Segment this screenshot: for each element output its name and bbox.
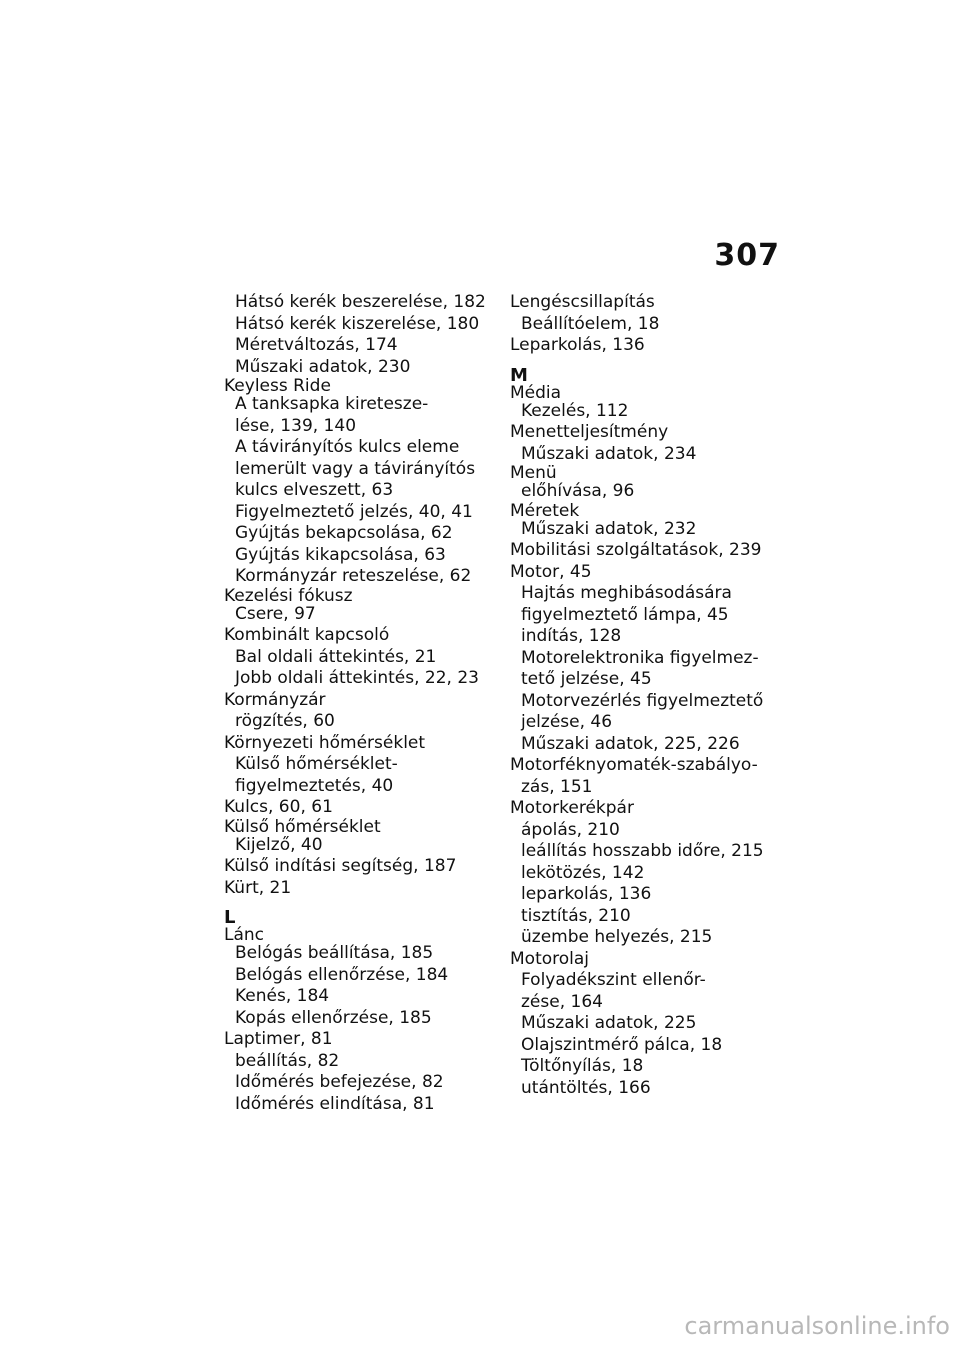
index-subentry: rögzítés, 60 xyxy=(235,711,335,731)
index-subentry: előhívása, 96 xyxy=(521,481,635,501)
index-subentry: leállítás hosszabb időre, 215 xyxy=(521,841,764,861)
index-subentry: tető jelzése, 45 xyxy=(521,669,652,689)
index-subentry: figyelmeztető lámpa, 45 xyxy=(521,604,729,625)
index-subentry: A tanksapka kiretesze- xyxy=(235,394,429,414)
index-subentry: Kormányzár reteszelése, 62 xyxy=(235,566,472,586)
index-subentry: Gyújtás kikapcsolása, 63 xyxy=(235,544,446,565)
index-subentry: Külső hőmérséklet- xyxy=(235,754,398,774)
index-column-left xyxy=(224,292,509,1115)
index-subentry: Kenés, 184 xyxy=(235,986,330,1006)
index-subentry: Műszaki adatok, 225 xyxy=(521,1013,697,1033)
index-subentry: lése, 139, 140 xyxy=(235,415,357,436)
index-subentry: indítás, 128 xyxy=(521,626,622,646)
index-entry: Keyless Ride xyxy=(224,376,331,396)
index-subentry: Műszaki adatok, 225, 226 xyxy=(521,733,740,754)
index-entry: Külső indítási segítség, 187 xyxy=(224,856,457,876)
index-subentry: Bal oldali áttekintés, 21 xyxy=(235,646,437,667)
index-entry: Kulcs, 60, 61 xyxy=(224,797,333,817)
index-subentry: Kezelés, 112 xyxy=(521,400,629,421)
index-subentry: utántöltés, 166 xyxy=(521,1077,651,1098)
index-entry: Kürt, 21 xyxy=(224,877,292,898)
index-entry: Leparkolás, 136 xyxy=(510,335,645,355)
index-subentry: Motorelektronika figyelmez- xyxy=(521,647,759,668)
index-subentry: Hátsó kerék beszerelése, 182 xyxy=(235,292,486,312)
index-subentry: lekötözés, 142 xyxy=(521,862,645,883)
index-subentry: Beállítóelem, 18 xyxy=(521,313,660,334)
index-subentry: üzembe helyezés, 215 xyxy=(521,927,713,947)
index-subentry: Belógás beállítása, 185 xyxy=(235,943,434,963)
index-subentry: kulcs elveszett, 63 xyxy=(235,480,394,500)
index-subentry: Műszaki adatok, 230 xyxy=(235,356,411,377)
index-entry: Menü xyxy=(510,463,557,483)
index-entry: Motor, 45 xyxy=(510,561,592,582)
index-entry: Kombinált kapcsoló xyxy=(224,625,390,645)
page-number: 307 xyxy=(714,238,780,273)
index-subentry: Időmérés befejezése, 82 xyxy=(235,1072,444,1092)
index-subentry: Olajszintmérő pálca, 18 xyxy=(521,1034,723,1055)
index-subentry: Figyelmeztető jelzés, 40, 41 xyxy=(235,501,473,522)
watermark-text: carmanualsonline.info xyxy=(684,1312,950,1340)
index-subentry: jelzése, 46 xyxy=(521,712,613,732)
index-subentry: figyelmeztetés, 40 xyxy=(235,775,394,796)
index-section-letter: L xyxy=(224,907,236,928)
index-subentry: beállítás, 82 xyxy=(235,1050,340,1071)
index-subentry: Műszaki adatok, 234 xyxy=(521,443,697,464)
index-entry: Motorkerékpár xyxy=(510,798,634,818)
index-subentry: Gyújtás bekapcsolása, 62 xyxy=(235,523,453,543)
index-subentry: Műszaki adatok, 232 xyxy=(521,518,697,539)
index-subentry: zás, 151 xyxy=(521,776,593,797)
index-entry: Lánc xyxy=(224,925,265,945)
index-subentry: zése, 164 xyxy=(521,991,603,1012)
index-entry: Laptimer, 81 xyxy=(224,1029,333,1049)
index-subentry: Belógás ellenőrzése, 184 xyxy=(235,964,449,985)
index-column-right xyxy=(510,292,780,1099)
index-subentry: lemerült vagy a távirányítós xyxy=(235,458,476,479)
index-subentry: ápolás, 210 xyxy=(521,819,620,840)
index-subentry: Kopás ellenőrzése, 185 xyxy=(235,1007,432,1028)
index-entry: Mobilitási szolgáltatások, 239 xyxy=(510,540,762,560)
index-subentry: Folyadékszint ellenőr- xyxy=(521,970,706,990)
index-subentry: Töltőnyílás, 18 xyxy=(521,1056,644,1076)
index-subentry: A távirányítós kulcs eleme xyxy=(235,437,460,457)
index-entry: Külső hőmérséklet xyxy=(224,816,381,837)
index-subentry: Időmérés elindítása, 81 xyxy=(235,1093,435,1114)
index-subentry: tisztítás, 210 xyxy=(521,905,631,926)
index-subentry: Kijelző, 40 xyxy=(235,834,323,855)
index-entry: Környezeti hőmérséklet xyxy=(224,732,426,753)
index-entry: Méretek xyxy=(510,500,580,521)
index-subentry: Méretváltozás, 174 xyxy=(235,335,398,355)
index-subentry: Hátsó kerék kiszerelése, 180 xyxy=(235,313,480,334)
index-entry: Lengéscsillapítás xyxy=(510,292,655,312)
index-entry: Motorféknyomaték-szabályo- xyxy=(510,755,758,775)
index-subentry: Hajtás meghibásodására xyxy=(521,583,732,603)
index-subentry: leparkolás, 136 xyxy=(521,884,652,904)
index-entry: Menetteljesítmény xyxy=(510,422,669,442)
index-entry: Kezelési fókusz xyxy=(224,585,353,606)
index-subentry: Motorvezérlés figyelmeztető xyxy=(521,690,764,711)
index-subentry: Csere, 97 xyxy=(235,603,316,624)
index-entry: Kormányzár xyxy=(224,689,326,710)
index-section-letter: M xyxy=(510,364,528,386)
index-entry: Motorolaj xyxy=(510,948,590,969)
index-entry: Média xyxy=(510,382,562,403)
index-subentry: Jobb oldali áttekintés, 22, 23 xyxy=(235,668,479,688)
